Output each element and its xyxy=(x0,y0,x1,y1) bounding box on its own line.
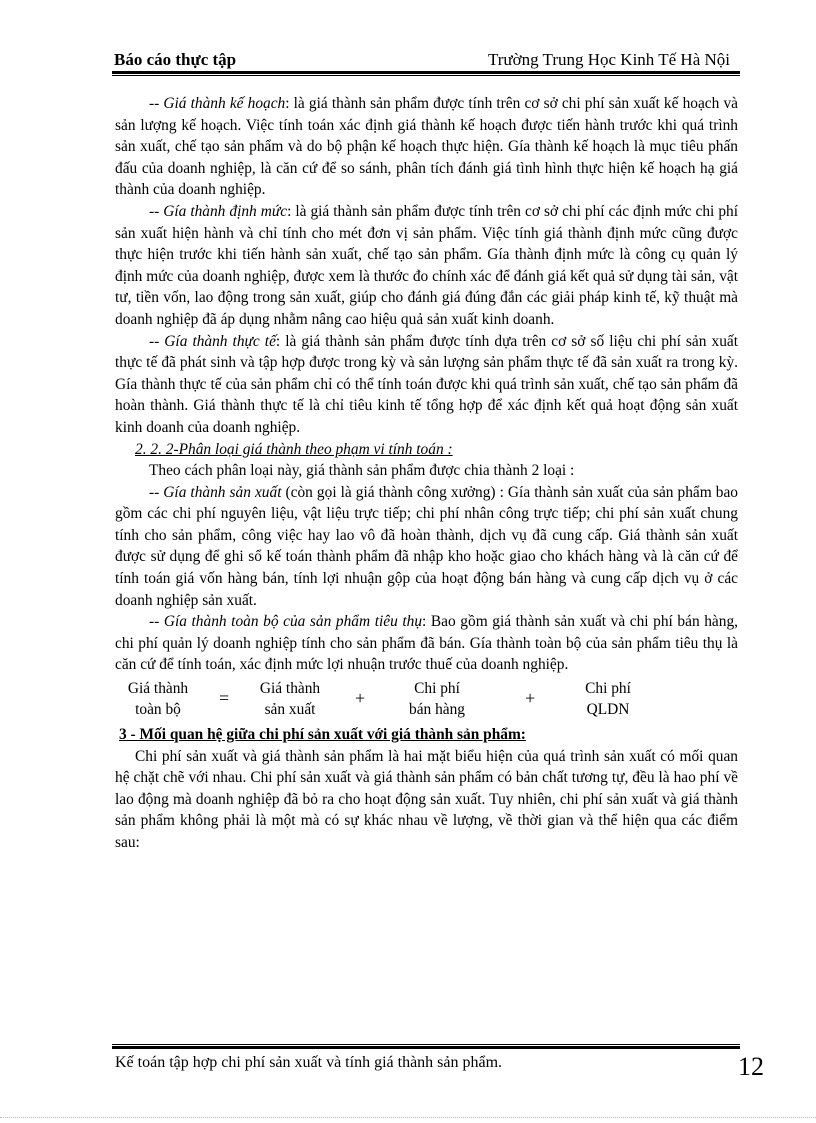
paragraph-text: : là giá thành sản phẩm được tính dựa trên cơ sở số liệu chi phí sản xuất thực tế đã phát sinh và tập hợp được trong kỳ và sản lượng sản phẩm thực tế đã sản xuất ra trong kỳ. Gía thành thực tế của sản phẩm chỉ có thể tính toán được khi quá trình sản xuất, chế tạo sản phẩm đã hoàn thành. Giá thành thực tế là chỉ tiêu kinh tế tổng hợp để xác định kết quả hoạt động sản xuất kinh doanh của doanh nghiệp. xyxy=(115,332,738,436)
formula-term-admin: Chi phí QLDN xyxy=(585,680,631,719)
paragraph-text: (còn gọi là giá thành công xưởng) : Gía thành sản xuất của sản phẩm bao gồm các chi phí nguyên liệu, vật liệu trực tiếp; chi phí nhân công trực tiếp; chi phí sản xuất chung tính cho sản phẩm, công việc hay lao vô đã hoàn thành, dịch vụ đã cung cấp. Giá thành sản xuất được sử dụng để ghi sổ kế toán thành phẩm đã nhập kho hoặc giao cho khách hàng và là căn cứ để tính toán giá vốn hàng bán, tính lợi nhuận gộp của hoạt động bán hàng và cung cấp dịch vụ ở các doanh nghiệp sản xuất. xyxy=(115,483,739,609)
formula-term-total: Giá thành toàn bộ xyxy=(127,680,189,719)
cost-formula xyxy=(115,678,738,724)
paragraph-text: : là giá thành sản phẩm được tính trên cơ sở chi phí sản xuất kế hoạch và sản lượng kế hoạch. Việc tính toán xác định giá thành kế hoạch được tiến hành trước khi quá trình sản xuất, chế tạo sản phẩm và do bộ phận kế hoạch thực hiện. Gía thành kế hoạch là mục tiêu phấn đấu của doanh nghiệp, là căn cứ để so sánh, phân tích đánh giá tình hình thực hiện kế hoạch hạ giá thành của doanh nghiệp. xyxy=(115,95,738,199)
term-label: -- Gía thành sản xuất xyxy=(149,483,282,501)
paragraph-relationship: Chi phí sản xuất và giá thành sản phẩm là hai mặt biểu hiện của quá trình sản xuất có mối quan hệ chặt chẽ với nhau. Chi phí sản xuất và giá thành sản phẩm có bản chất tương tự, đều là hao phí về lao động mà doanh nghiệp đã bỏ ra cho hoạt động sản xuất. Tuy nhiên, chi phí sản xuất và giá thành sản phẩm không phải là một mà có sự khác nhau về lượng, về thời gian và thể hiện qua các điểm sau: xyxy=(115,747,738,851)
term-label: -- Giá thành kế hoạch xyxy=(149,95,286,112)
term-label: -- Gía thành toàn bộ của sản phẩm tiêu thụ xyxy=(149,613,423,631)
paragraph-text: : là giá thành sản phẩm được tính trên cơ sở chi phí các định mức chi phí sản xuất hiện hành và chỉ tính cho mét đơn vị sản phẩm. Việc tính giá thành định mức cũng được thực hiện trước khi tiến hành sản xuất, chế tạo sản phẩm. Gía thành định mức là công cụ quản lý định mức của doanh nghiệp, được xem là thước đo chính xác để đánh giá kết quả sử dụng tài sản, vật tư, tiền vốn, lao động trong sản xuất, giúp cho đánh giá đúng đắn các giải pháp kinh tế, kỹ thuật mà doanh nghiệp đã áp dụng nhằm nâng cao hiệu quả sản xuất kinh doanh. xyxy=(115,202,738,328)
footer-divider xyxy=(112,1044,740,1049)
formula-term-selling: Chi phí bán hàng xyxy=(409,680,465,719)
page-edge xyxy=(0,1117,816,1118)
school-name: Trường Trung Học Kinh Tế Hà Nội xyxy=(487,50,730,69)
paragraph-intro: Theo cách phân loại này, giá thành sản phẩm được chia thành 2 loại : xyxy=(149,462,575,480)
paragraph-full-cost xyxy=(115,611,738,676)
page-header xyxy=(112,48,740,72)
plus-sign: + xyxy=(355,688,366,709)
paragraph-standard-cost xyxy=(115,201,738,331)
subheading: 2. 2. 2-Phân loại giá thành theo phạm vi tính toán : xyxy=(135,440,453,458)
page-body xyxy=(115,93,738,854)
footer-title: Kế toán tập hợp chi phí sản xuất và tính giá thành sản phẩm. xyxy=(115,1054,503,1071)
page-number: 12 xyxy=(738,1052,764,1081)
paragraph-production-cost xyxy=(115,482,738,612)
section-heading: 3 - Mối quan hệ giữa chi phí sản xuất với giá thành sản phẩm: xyxy=(119,726,526,744)
term-label: -- Gía thành định mức xyxy=(149,202,288,220)
paragraph-text: : Bao gồm giá thành sản xuất và chi phí bán hàng, chi phí quản lý doanh nghiệp tính cho sản phẩm đã bán. Gía thành toàn bộ của sản phẩm tiêu thụ là căn cứ để tính toán, xác định mức lợi nhuận trước thuế của doanh nghiệp. xyxy=(115,613,738,674)
report-title: Báo cáo thực tập xyxy=(114,50,237,69)
term-label: -- Gía thành thực tế xyxy=(149,332,276,350)
paragraph-planned-cost xyxy=(115,93,738,201)
equals-sign: = xyxy=(219,688,230,709)
header-divider xyxy=(112,71,740,76)
formula-term-production: Giá thành sản xuất xyxy=(259,680,321,719)
plus-sign: + xyxy=(525,688,536,709)
paragraph-actual-cost xyxy=(115,331,738,439)
